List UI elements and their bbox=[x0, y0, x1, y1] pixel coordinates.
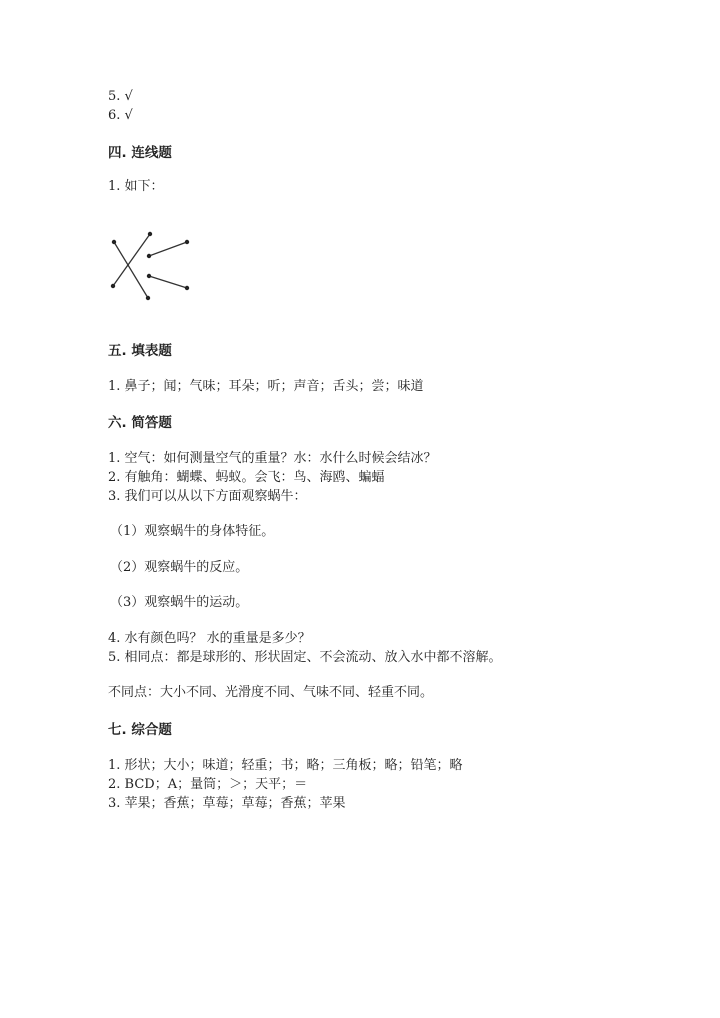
section-6-item-4: 4. 水有颜色吗？ 水的重量是多少？ bbox=[108, 631, 311, 646]
match-dot bbox=[148, 232, 152, 236]
match-dot bbox=[185, 286, 189, 290]
section-4-heading: 四. 连线题 bbox=[108, 145, 172, 161]
section-6-item-5-difference: 不同点：大小不同、光滑度不同、气味不同、轻重不同。 bbox=[108, 685, 434, 700]
answer-5: 5. √ bbox=[108, 89, 133, 104]
section-6-sub-2: （2）观察蜗牛的反应。 bbox=[110, 560, 249, 575]
match-line-3 bbox=[149, 242, 187, 256]
match-line-4 bbox=[149, 276, 187, 288]
match-line-2 bbox=[113, 234, 150, 286]
match-dot bbox=[146, 296, 150, 300]
section-7-item-1: 1. 形状；大小；味道；轻重；书；略；三角板；略；铅笔；略 bbox=[108, 758, 463, 773]
section-6-sub-3: （3）观察蜗牛的运动。 bbox=[110, 595, 249, 610]
section-6-sub-1: （1）观察蜗牛的身体特征。 bbox=[110, 524, 275, 539]
section-6-item-2: 2. 有触角：蝴蝶、蚂蚁。会飞：鸟、海鸥、蝙蝠 bbox=[108, 470, 385, 485]
matching-lines-diagram bbox=[100, 222, 200, 306]
answer-6: 6. √ bbox=[108, 108, 133, 123]
match-dot bbox=[147, 254, 151, 258]
section-6-item-3: 3. 我们可以从以下方面观察蜗牛： bbox=[108, 489, 307, 504]
match-dot bbox=[111, 284, 115, 288]
section-4-item-1: 1. 如下： bbox=[108, 179, 164, 194]
match-dot bbox=[185, 240, 189, 244]
section-6-item-1: 1. 空气：如何测量空气的重量？水：水什么时候会结冰？ bbox=[108, 451, 437, 466]
match-line-1 bbox=[114, 242, 148, 298]
section-7-item-3: 3. 苹果；香蕉；草莓；草莓；香蕉；苹果 bbox=[108, 796, 346, 811]
section-6-item-5: 5. 相同点：都是球形的、形状固定、不会流动、放入水中都不溶解。 bbox=[108, 650, 502, 665]
match-dot bbox=[147, 274, 151, 278]
section-7-heading: 七. 综合题 bbox=[108, 722, 172, 738]
section-6-heading: 六. 简答题 bbox=[108, 415, 172, 431]
match-dot bbox=[112, 240, 116, 244]
section-7-item-2: 2. BCD；A；量筒；＞；天平；＝ bbox=[108, 777, 308, 792]
section-5-item-1: 1. 鼻子；闻；气味；耳朵；听；声音；舌头；尝；味道 bbox=[108, 379, 424, 394]
section-5-heading: 五. 填表题 bbox=[108, 343, 172, 359]
